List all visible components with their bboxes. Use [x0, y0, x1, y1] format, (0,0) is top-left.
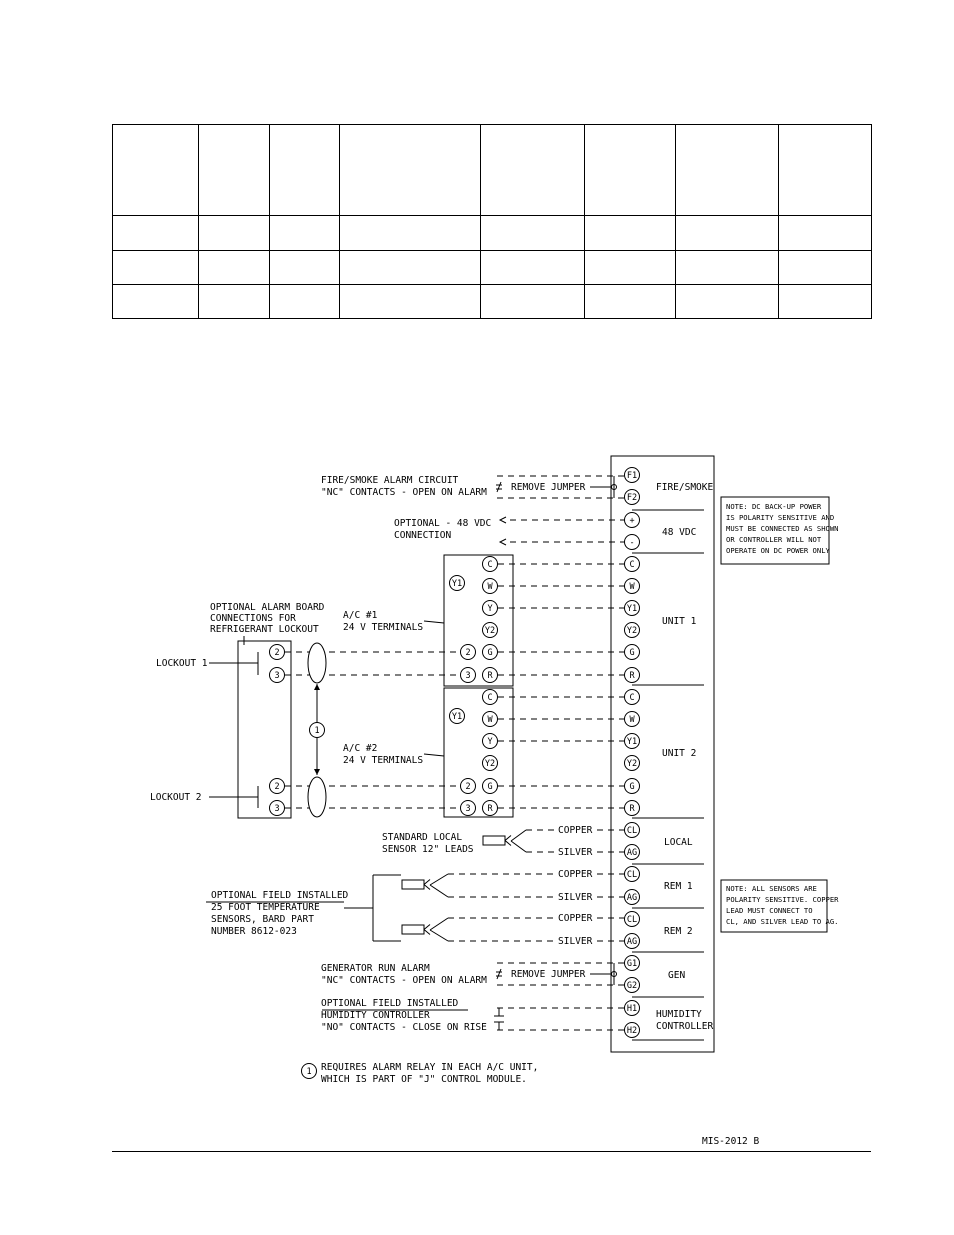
note-dc: IS POLARITY SENSITIVE AND	[726, 513, 835, 522]
note-sensors: CL, AND SILVER LEAD TO AG.	[726, 917, 839, 926]
ac-unit-label: 24 V TERMINALS	[343, 622, 424, 633]
controller-terminal: R	[629, 671, 635, 681]
controller-terminal: G	[629, 782, 635, 792]
field-sensor-label: 25 FOOT TEMPERATURE	[211, 902, 320, 913]
group-unit2: UNIT 2	[662, 748, 697, 759]
contact-icon	[496, 969, 502, 979]
generator-label: GENERATOR RUN ALARM	[321, 963, 430, 974]
copper-label: COPPER	[558, 913, 593, 924]
relay-oval	[308, 777, 326, 817]
fire-smoke-label: FIRE/SMOKE ALARM CIRCUIT	[321, 475, 459, 486]
humidity-label: "NO" CONTACTS - CLOSE ON RISE	[321, 1022, 487, 1033]
ac-terminal: Y	[487, 604, 493, 614]
controller-terminal: AG	[626, 893, 638, 903]
group-48vdc: 48 VDC	[662, 527, 697, 538]
note-sensors: POLARITY SENSITIVE. COPPER	[726, 895, 839, 904]
ac-terminal: R	[487, 804, 493, 814]
ac-terminal: C	[487, 693, 493, 703]
alarm-board-box	[238, 641, 291, 818]
group-local: LOCAL	[664, 837, 693, 848]
ac-terminal: G	[487, 648, 493, 658]
alarm-board-terminal: 3	[274, 671, 280, 681]
alarm-board-terminal: 2	[274, 648, 280, 658]
alarm-board-terminal: 3	[274, 804, 280, 814]
ac-unit-label: 24 V TERMINALS	[343, 755, 424, 766]
vdc-label: OPTIONAL - 48 VDC	[394, 518, 492, 529]
ac-side-terminal: 3	[465, 804, 471, 814]
solid-line	[430, 930, 448, 941]
relay-oval	[308, 643, 326, 683]
copper-label: COPPER	[558, 869, 593, 880]
sensor-lead-icon	[424, 880, 430, 890]
controller-terminal: H1	[626, 1004, 638, 1014]
alarm-board-label: CONNECTIONS FOR	[210, 613, 296, 624]
solid-line	[430, 885, 448, 897]
copper-label: COPPER	[558, 825, 593, 836]
controller-terminal: CL	[626, 826, 638, 836]
controller-terminal: R	[629, 804, 635, 814]
ac-unit-box	[444, 688, 513, 817]
group-gen: GEN	[668, 970, 686, 981]
relay-marker: 1	[314, 726, 320, 736]
silver-label: SILVER	[558, 936, 593, 947]
sensor-body-icon	[402, 880, 424, 889]
alarm-board-label: OPTIONAL ALARM BOARD	[210, 602, 325, 613]
leader-line	[424, 621, 444, 623]
controller-terminal: -	[629, 538, 635, 548]
fire-smoke-label: "NC" CONTACTS - OPEN ON ALARM	[321, 487, 487, 498]
controller-terminal: F2	[626, 493, 638, 503]
ac-unit-label: A/C #1	[343, 610, 378, 621]
field-sensor-label: NUMBER 8612-023	[211, 926, 297, 937]
alarm-board-label: REFRIGERANT LOCKOUT	[210, 624, 319, 635]
humidity-label: OPTIONAL FIELD INSTALLED	[321, 998, 459, 1009]
field-sensor-label: SENSORS, BARD PART	[211, 914, 314, 925]
controller-terminal: Y1	[626, 604, 638, 614]
controller-terminal: CL	[626, 870, 638, 880]
ac-terminal: G	[487, 782, 493, 792]
controller-terminal: Y1	[626, 737, 638, 747]
ac-terminal: C	[487, 560, 493, 570]
controller-terminal: G2	[626, 981, 638, 991]
ac-terminal: Y2	[484, 759, 496, 769]
contact-icon	[496, 482, 502, 492]
controller-terminal: G	[629, 648, 635, 658]
controller-terminal: C	[629, 560, 635, 570]
note-dc: OPERATE ON DC POWER ONLY	[726, 546, 830, 555]
ac-unit-label: A/C #2	[343, 743, 378, 754]
sensor-body-icon	[402, 925, 424, 934]
field-sensor-label: OPTIONAL FIELD INSTALLED	[211, 890, 349, 901]
note-sensors: NOTE: ALL SENSORS ARE	[726, 884, 817, 893]
arrow-icon	[500, 539, 506, 545]
controller-terminal: W	[629, 582, 635, 592]
controller-terminal: C	[629, 693, 635, 703]
ac-terminal: Y	[487, 737, 493, 747]
ac-unit-tag: Y1	[451, 579, 463, 589]
arrow-icon	[314, 684, 320, 690]
ac-terminal: W	[487, 715, 493, 725]
controller-terminal: AG	[626, 937, 638, 947]
sensor-lead-icon	[505, 836, 511, 846]
leader-line	[424, 754, 444, 756]
note-dc: NOTE: DC BACK-UP POWER	[726, 502, 822, 511]
controller-terminal: H2	[626, 1026, 638, 1036]
remove-jumper-label: REMOVE JUMPER	[511, 482, 586, 493]
footnote-text: REQUIRES ALARM RELAY IN EACH A/C UNIT,	[321, 1062, 539, 1073]
solid-line	[511, 841, 526, 852]
controller-terminal: +	[629, 516, 635, 526]
solid-line	[430, 918, 448, 930]
silver-label: SILVER	[558, 847, 593, 858]
ac-unit-box	[444, 555, 513, 686]
note-sensors: LEAD MUST CONNECT TO	[726, 906, 813, 915]
controller-terminal: W	[629, 715, 635, 725]
ac-side-terminal: 3	[465, 671, 471, 681]
humidity-label: HUMIDITY CONTROLLER	[321, 1010, 430, 1021]
remove-jumper-label: REMOVE JUMPER	[511, 969, 586, 980]
local-sensor-label: STANDARD LOCAL	[382, 832, 463, 843]
controller-terminal: F1	[626, 471, 638, 481]
vdc-label: CONNECTION	[394, 530, 452, 541]
group-rem2: REM 2	[664, 926, 693, 937]
ac-terminal: R	[487, 671, 493, 681]
group-fire-smoke: FIRE/SMOKE	[656, 482, 714, 493]
arrow-icon	[314, 769, 320, 775]
lockout1-label: LOCKOUT 1	[156, 658, 208, 669]
drawing-number: MIS-2012 B	[702, 1136, 760, 1147]
terminals	[270, 468, 640, 1079]
sensor-body-icon	[483, 836, 505, 845]
solid-line	[511, 830, 526, 841]
generator-label: "NC" CONTACTS - OPEN ON ALARM	[321, 975, 487, 986]
footnote-marker: 1	[306, 1067, 312, 1077]
controller-terminal: Y2	[626, 759, 638, 769]
ac-unit-tag: Y1	[451, 712, 463, 722]
note-dc: MUST BE CONNECTED AS SHOWN	[726, 524, 839, 533]
ac-side-terminal: 2	[465, 648, 471, 658]
group-rem1: REM 1	[664, 881, 693, 892]
ac-terminal: Y2	[484, 626, 496, 636]
group-unit1: UNIT 1	[662, 616, 697, 627]
ac-side-terminal: 2	[465, 782, 471, 792]
local-sensor-label: SENSOR 12" LEADS	[382, 844, 474, 855]
controller-terminal: Y2	[626, 626, 638, 636]
footer-rule	[112, 1151, 871, 1152]
group-humidity: HUMIDITY	[656, 1009, 702, 1020]
controller-terminal: AG	[626, 848, 638, 858]
lockout2-label: LOCKOUT 2	[150, 792, 202, 803]
silver-label: SILVER	[558, 892, 593, 903]
note-dc: OR CONTROLLER WILL NOT	[726, 535, 822, 544]
group-humidity: CONTROLLER	[656, 1021, 714, 1032]
arrow-icon	[500, 517, 506, 523]
controller-terminal: G1	[626, 959, 638, 969]
controller-terminal: CL	[626, 915, 638, 925]
footnote-text: WHICH IS PART OF "J" CONTROL MODULE.	[321, 1074, 527, 1085]
ac-terminal: W	[487, 582, 493, 592]
solid-line	[430, 874, 448, 885]
sensor-lead-icon	[424, 925, 430, 935]
alarm-board-terminal: 2	[274, 782, 280, 792]
